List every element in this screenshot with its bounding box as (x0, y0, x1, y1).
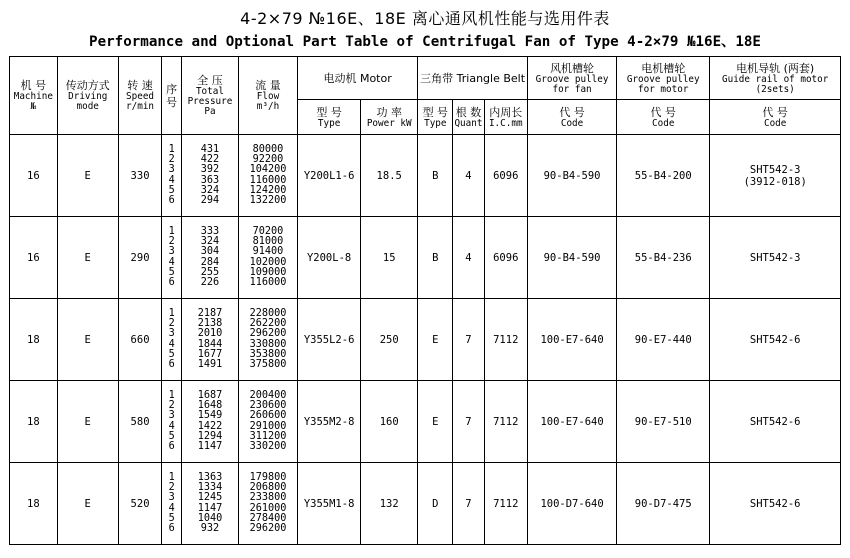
belt-quantity: 4 (465, 251, 472, 264)
motor-pulley-code: 90-E7-510 (634, 415, 692, 428)
guide-rail-cell (710, 463, 841, 545)
pressure-value: 294 (200, 195, 220, 207)
sequence-cell (162, 135, 182, 217)
motor-type-cell (298, 381, 361, 463)
header-total-pressure: 全 压 Total Pressure Pa (181, 57, 238, 135)
guide-rail-cell (710, 299, 841, 381)
header-sequence: 序号 (162, 57, 182, 135)
flow-value: 116000 (249, 174, 287, 186)
guide-rail-code: SHT542-3 (749, 251, 801, 264)
header-motor-power: 功 率 Power kW (361, 100, 418, 135)
sequence-number: 1 (168, 225, 175, 237)
flow-value: 200400 (249, 389, 287, 401)
flow-value: 102000 (249, 256, 287, 268)
motor-type-cell (298, 135, 361, 217)
header-machine: 机 号 Machine № (10, 57, 58, 135)
pressure-value: 1677 (197, 348, 223, 360)
header-motor-group: 电动机 Motor (298, 57, 418, 100)
header-speed: 转 速 Speed r/min (118, 57, 162, 135)
belt-length-cell (484, 217, 528, 299)
fan-pulley-code: 100-D7-640 (540, 497, 604, 510)
flow-value: 233800 (249, 492, 287, 504)
pressure-value: 324 (200, 184, 220, 196)
motor-pulley-cell (617, 381, 710, 463)
sequence-number: 6 (168, 359, 175, 371)
sequence-number: 4 (168, 256, 175, 268)
fan-pulley-code: 100-E7-640 (540, 333, 604, 346)
flow-value: 311200 (249, 430, 287, 442)
machine-number: 16 (27, 251, 40, 264)
belt-quantity-cell (453, 299, 484, 381)
flow-value: 296200 (249, 328, 287, 340)
belt-length: 7112 (493, 415, 519, 428)
belt-quantity: 7 (465, 415, 472, 428)
motor-power-cell (361, 463, 418, 545)
flow-value: 124200 (249, 184, 287, 196)
belt-quantity: 7 (465, 497, 472, 510)
flow-value: 230600 (249, 399, 287, 411)
guide-rail-code-alt: (3912-018) (743, 175, 807, 188)
flow-value: 291000 (249, 420, 287, 432)
flow-value: 179800 (249, 471, 287, 483)
drive-cell (57, 135, 118, 217)
sequence-number: 3 (168, 328, 175, 340)
pressure-value: 255 (200, 266, 220, 278)
pressure-value: 363 (200, 174, 220, 186)
fan-pulley-code: 90-B4-590 (543, 251, 601, 264)
sequence-number: 6 (168, 441, 175, 453)
machine-cell (10, 381, 58, 463)
pressure-value: 1147 (197, 502, 223, 514)
drive-cell (57, 463, 118, 545)
speed-cell (118, 135, 162, 217)
sequence-number: 3 (168, 410, 175, 422)
sequence-number: 6 (168, 195, 175, 207)
belt-quantity: 4 (465, 169, 472, 182)
pressure-value: 1549 (197, 410, 223, 422)
fan-pulley-code: 100-E7-640 (540, 415, 604, 428)
flow-value: 261000 (249, 502, 287, 514)
motor-power: 18.5 (376, 169, 402, 182)
machine-number: 16 (27, 169, 40, 182)
drive-cell (57, 381, 118, 463)
header-belt-type: 型 号 Type (418, 100, 453, 135)
header-guide-rail-code: 代 号 Code (710, 100, 841, 135)
belt-length: 6096 (493, 169, 519, 182)
pressure-value: 284 (200, 256, 220, 268)
sequence-number: 5 (168, 184, 175, 196)
motor-pulley-code: 55-B4-200 (634, 169, 692, 182)
sequence-cell (162, 217, 182, 299)
pressure-value: 392 (200, 164, 220, 176)
belt-type: E (432, 333, 439, 346)
machine-number: 18 (27, 497, 40, 510)
sequence-cell (162, 463, 182, 545)
driving-mode: E (84, 251, 91, 264)
flow-value: 116000 (249, 277, 287, 289)
table-row (10, 135, 841, 217)
pressure-value: 304 (200, 246, 220, 258)
sequence-number: 2 (168, 481, 175, 493)
pressure-cell (181, 299, 238, 381)
motor-power: 15 (382, 251, 396, 264)
flow-value: 330800 (249, 338, 287, 350)
flow-value: 228000 (249, 307, 287, 319)
pressure-value: 1363 (197, 471, 223, 483)
header-belt-length: 内周长 I.C.mm (484, 100, 528, 135)
flow-value: 80000 (252, 143, 284, 155)
pressure-value: 2138 (197, 317, 223, 329)
header-belt-group: 三角带 Triangle Belt (418, 57, 528, 100)
flow-value: 91400 (252, 246, 284, 258)
belt-length: 6096 (493, 251, 519, 264)
guide-rail-code: SHT542-6 (749, 333, 801, 346)
speed-value: 520 (130, 497, 150, 510)
flow-value: 330200 (249, 441, 287, 453)
motor-type-cell (298, 217, 361, 299)
pressure-value: 324 (200, 235, 220, 247)
flow-value: 260600 (249, 410, 287, 422)
pressure-cell (181, 463, 238, 545)
pressure-value: 1245 (197, 492, 223, 504)
pressure-value: 333 (200, 225, 220, 237)
flow-value: 375800 (249, 359, 287, 371)
sequence-number: 6 (168, 277, 175, 289)
motor-type: Y355L2-6 (303, 333, 355, 346)
sequence-number: 2 (168, 235, 175, 247)
belt-quantity-cell (453, 135, 484, 217)
drive-cell (57, 299, 118, 381)
sequence-number: 4 (168, 502, 175, 514)
motor-type: Y200L-8 (306, 251, 352, 264)
pressure-value: 2187 (197, 307, 223, 319)
table-body (10, 135, 841, 545)
header-belt-quantity: 根 数 Quant (453, 100, 484, 135)
belt-type: B (432, 251, 439, 264)
header-fan-pulley: 风机槽轮 Groove pulley for fan (528, 57, 617, 100)
sequence-number: 1 (168, 143, 175, 155)
sequence-number: 3 (168, 164, 175, 176)
belt-length-cell (484, 299, 528, 381)
pressure-value: 1147 (197, 441, 223, 453)
driving-mode: E (84, 497, 91, 510)
belt-type: E (432, 415, 439, 428)
sequence-number: 2 (168, 317, 175, 329)
sequence-cell (162, 299, 182, 381)
pressure-value: 1687 (197, 389, 223, 401)
fan-pulley-cell (528, 463, 617, 545)
sequence-number: 4 (168, 174, 175, 186)
header-flow: 流 量 Flow m³/h (238, 57, 297, 135)
flow-value: 92200 (252, 153, 284, 165)
driving-mode: E (84, 169, 91, 182)
belt-quantity-cell (453, 381, 484, 463)
table-row (10, 217, 841, 299)
flow-cell (238, 299, 297, 381)
flow-cell (238, 381, 297, 463)
belt-length: 7112 (493, 497, 519, 510)
motor-type: Y355M2-8 (303, 415, 355, 428)
header-motor-pulley-code: 代 号 Code (617, 100, 710, 135)
pressure-value: 1040 (197, 512, 223, 524)
motor-pulley-cell (617, 299, 710, 381)
flow-value: 81000 (252, 235, 284, 247)
pressure-value: 431 (200, 143, 220, 155)
pressure-value: 226 (200, 277, 220, 289)
guide-rail-cell (710, 381, 841, 463)
header-motor-pulley: 电机槽轮 Groove pulley for motor (617, 57, 710, 100)
flow-value: 104200 (249, 164, 287, 176)
sequence-number: 5 (168, 430, 175, 442)
motor-power-cell (361, 299, 418, 381)
machine-number: 18 (27, 333, 40, 346)
pressure-value: 422 (200, 153, 220, 165)
sequence-number: 5 (168, 512, 175, 524)
table-header (10, 57, 841, 135)
pressure-value: 1422 (197, 420, 223, 432)
flow-cell (238, 217, 297, 299)
belt-type: B (432, 169, 439, 182)
motor-power: 250 (379, 333, 399, 346)
header-motor-type: 型 号 Type (298, 100, 361, 135)
sequence-number: 2 (168, 153, 175, 165)
driving-mode: E (84, 333, 91, 346)
table-row (10, 463, 841, 545)
pressure-value: 1648 (197, 399, 223, 411)
belt-type-cell (418, 135, 453, 217)
guide-rail-code: SHT542-3 (749, 163, 801, 176)
motor-pulley-cell (617, 135, 710, 217)
guide-rail-code: SHT542-6 (749, 415, 801, 428)
motor-power-cell (361, 381, 418, 463)
machine-cell (10, 135, 58, 217)
speed-cell (118, 299, 162, 381)
pressure-cell (181, 217, 238, 299)
guide-rail-cell (710, 217, 841, 299)
flow-cell (238, 135, 297, 217)
guide-rail-code: SHT542-6 (749, 497, 801, 510)
motor-pulley-cell (617, 463, 710, 545)
motor-type: Y200L1-6 (303, 169, 355, 182)
sequence-number: 1 (168, 389, 175, 401)
belt-type: D (432, 497, 439, 510)
pressure-cell (181, 381, 238, 463)
speed-value: 580 (130, 415, 150, 428)
pressure-value: 1491 (197, 359, 223, 371)
drive-cell (57, 217, 118, 299)
pressure-value: 1294 (197, 430, 223, 442)
belt-type-cell (418, 463, 453, 545)
sequence-cell (162, 381, 182, 463)
motor-pulley-code: 90-E7-440 (634, 333, 692, 346)
pressure-value: 2010 (197, 328, 223, 340)
motor-pulley-code: 90-D7-475 (634, 497, 692, 510)
fan-pulley-cell (528, 217, 617, 299)
speed-value: 330 (130, 169, 150, 182)
speed-value: 660 (130, 333, 150, 346)
belt-type-cell (418, 381, 453, 463)
pressure-value: 1844 (197, 338, 223, 350)
performance-table (9, 56, 841, 545)
flow-value: 109000 (249, 266, 287, 278)
sequence-number: 1 (168, 471, 175, 483)
table-row (10, 381, 841, 463)
sequence-number: 2 (168, 399, 175, 411)
page-subtitle: Performance and Optional Part Table of Centrifugal Fan of Type 4-2×79 №16E、18E (89, 34, 761, 50)
belt-length: 7112 (493, 333, 519, 346)
motor-power: 132 (379, 497, 399, 510)
machine-cell (10, 217, 58, 299)
flow-value: 206800 (249, 481, 287, 493)
fan-pulley-code: 90-B4-590 (543, 169, 601, 182)
pressure-value: 1334 (197, 481, 223, 493)
pressure-cell (181, 135, 238, 217)
belt-quantity-cell (453, 217, 484, 299)
flow-value: 296200 (249, 523, 287, 535)
flow-value: 262200 (249, 317, 287, 329)
sequence-number: 5 (168, 266, 175, 278)
belt-type-cell (418, 299, 453, 381)
motor-power-cell (361, 135, 418, 217)
fan-pulley-cell (528, 381, 617, 463)
belt-quantity: 7 (465, 333, 472, 346)
flow-value: 70200 (252, 225, 284, 237)
flow-value: 278400 (249, 512, 287, 524)
machine-cell (10, 463, 58, 545)
motor-type: Y355M1-8 (303, 497, 355, 510)
fan-pulley-cell (528, 135, 617, 217)
speed-cell (118, 381, 162, 463)
speed-cell (118, 463, 162, 545)
pressure-value: 932 (200, 523, 220, 535)
belt-length-cell (484, 135, 528, 217)
page-title: 4-2×79 №16E、18E 离心通风机性能与选用件表 (240, 9, 610, 28)
motor-type-cell (298, 299, 361, 381)
sequence-number: 3 (168, 246, 175, 258)
motor-pulley-code: 55-B4-236 (634, 251, 692, 264)
table-row (10, 299, 841, 381)
belt-length-cell (484, 463, 528, 545)
header-driving-mode: 传动方式 Driving mode (57, 57, 118, 135)
motor-power: 160 (379, 415, 399, 428)
motor-type-cell (298, 463, 361, 545)
fan-pulley-cell (528, 299, 617, 381)
flow-value: 132200 (249, 195, 287, 207)
flow-cell (238, 463, 297, 545)
speed-value: 290 (130, 251, 150, 264)
flow-value: 353800 (249, 348, 287, 360)
machine-number: 18 (27, 415, 40, 428)
belt-quantity-cell (453, 463, 484, 545)
sequence-number: 5 (168, 348, 175, 360)
belt-length-cell (484, 381, 528, 463)
motor-power-cell (361, 217, 418, 299)
sequence-number: 3 (168, 492, 175, 504)
belt-type-cell (418, 217, 453, 299)
sequence-number: 4 (168, 338, 175, 350)
speed-cell (118, 217, 162, 299)
sequence-number: 1 (168, 307, 175, 319)
driving-mode: E (84, 415, 91, 428)
machine-cell (10, 299, 58, 381)
header-fan-pulley-code: 代 号 Code (528, 100, 617, 135)
motor-pulley-cell (617, 217, 710, 299)
header-guide-rail: 电机导轨 (两套) Guide rail of motor (2sets) (710, 57, 841, 100)
guide-rail-cell (710, 135, 841, 217)
sequence-number: 6 (168, 523, 175, 535)
sequence-number: 4 (168, 420, 175, 432)
